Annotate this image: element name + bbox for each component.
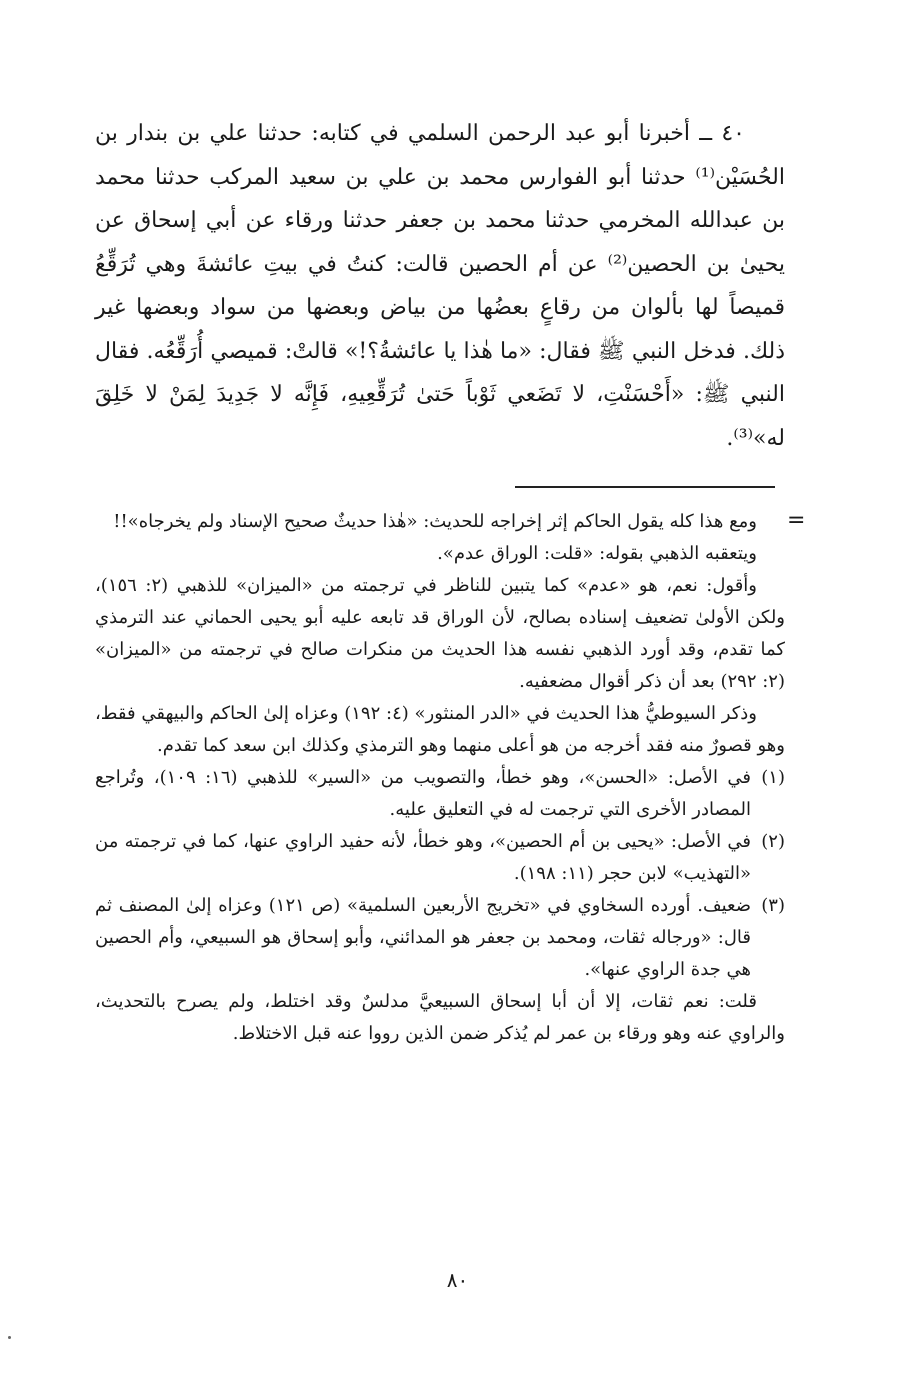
footnote-3 — [95, 890, 785, 986]
footnote-number: (١) — [761, 767, 785, 788]
footnote-3-continuation: قلت: نعم ثقات، إلا أن أبا إسحاق السبيعيَّ مدلسٌ وقد اختلط، ولم يصرح بالتحديث، والراوي عنه وهو ورقاء بن عمر لم يُذكر ضمن الذين رووا عنه قبل الاختلاط. — [95, 991, 785, 1044]
hadith-paragraph: ٤٠ ــ أخبرنا أبو عبد الرحمن السلمي في كتابه: حدثنا علي بن بندار بن الحُسَيْن⁽¹⁾ حدثنا أبو الفوارس محمد بن علي بن سعيد المركب حدثنا محمد بن عبدالله المخرمي حدثنا محمد بن جعفر حدثنا ورقاء عن أبي إسحاق عن يحيىٰ بن الحصين⁽²⁾ عن أم الحصين قالت: كنتُ في بيتِ عائشةَ وهي تُرَقِّعُ قميصاً لها بألوان من رقاعٍ بعضُها من بياض وبعضها من سواد وبعضها غير ذلك. فدخل النبي ﷺ فقال: «ما هٰذا يا عائشةُ؟!» قالتْ: قميصي أُرَقِّعُه. فقال النبي ﷺ: «أَحْسَنْتِ، لا تَضَعي ثَوْباً حَتىٰ تُرَقِّعِيهِ، فَإِنَّه لا جَدِيدَ لِمَنْ لا خَلِقَ له»⁽³⁾. — [95, 121, 785, 451]
scan-speck — [8, 1336, 11, 1339]
footnote-number: (٣) — [761, 895, 785, 916]
footnote-separator — [515, 486, 775, 488]
footnote-continuation-mark: = — [787, 508, 806, 533]
footnotes-section — [95, 506, 785, 1050]
hadith-text — [95, 112, 785, 460]
footnote-text: في الأصل: «الحسن»، وهو خطأ، والتصويب من «السير» للذهبي (١٦: ١٠٩)، وتُراجع المصادر الأخرى التي ترجمت له في التعليق عليه. — [95, 767, 751, 820]
footnote-number: (٢) — [761, 831, 785, 852]
footnote-1 — [95, 762, 785, 826]
footnote-text: ضعيف. أورده السخاوي في «تخريج الأربعين السلمية» (ص ١٢١) وعزاه إلىٰ المصنف ثم قال: «ورجاله ثقات، ومحمد بن جعفر هو المدائني، وأبو إسحاق هو السبيعي، وأم الحصين هي جدة الراوي عنها». — [95, 895, 752, 980]
continued-footnote-paragraph: وأقول: نعم، هو «عدم» كما يتبين للناظر في ترجمته من «الميزان» للذهبي (٢: ١٥٦)، ولكن الأولىٰ تضعيف إسناده بصالح، لأن الوراق قد تابعه عليه أبو يحيى الحماني عند الترمذي كما تقدم، وقد أورد الذهبي نفسه هذا الحديث من منكرات صالح في ترجمته من «الميزان» (٢: ٢٩٢) بعد أن ذكر أقوال مضعفيه. — [95, 575, 785, 692]
footnote-text: في الأصل: «يحيى بن أم الحصين»، وهو خطأ، لأنه حفيد الراوي عنها، كما في ترجمته من «التهذيب» لابن حجر (١١: ١٩٨). — [95, 831, 751, 884]
continued-footnote-paragraph: ويتعقبه الذهبي بقوله: «قلت: الوراق عدم». — [437, 543, 757, 564]
continued-footnote-paragraph: وذكر السيوطيُّ هذا الحديث في «الدر المنثور» (٤: ١٩٢) وعزاه إلىٰ الحاكم والبيهقي فقط، وهو قصورٌ منه فقد أخرجه من هو أعلى منهما وهو الترمذي وكذلك ابن سعد كما تقدم. — [95, 703, 785, 756]
page-number: ٨٠ — [446, 1268, 469, 1292]
footnote-2 — [95, 826, 785, 890]
continued-footnote-paragraph: ومع هذا كله يقول الحاكم إثر إخراجه للحديث: «هٰذا حديثٌ صحيح الإسناد ولم يخرجاه»!! — [113, 511, 757, 532]
